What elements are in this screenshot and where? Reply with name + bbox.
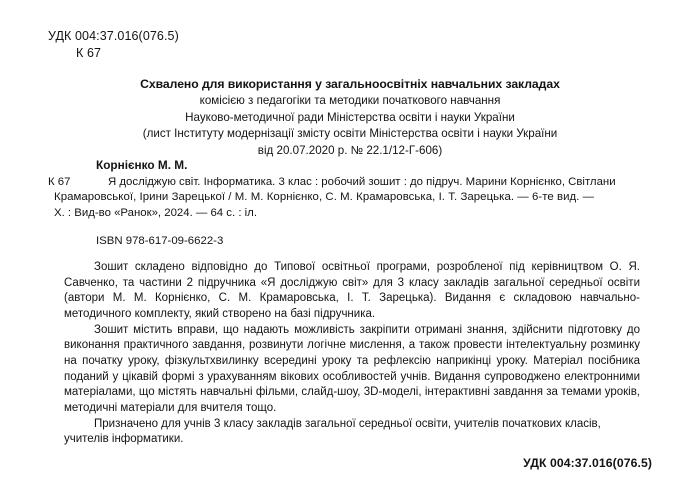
record-body: [48, 175, 652, 222]
record-shelf-mark: К 67: [48, 175, 71, 188]
record-description-line-2: Крамаровської, Ірини Зарецької / М. М. Корнієнко, С. М. Крамаровська, І. Т. Зарецька. — 6-те вид. —: [54, 191, 595, 204]
record-description-line-3: Х. : Вид-во «Ранок», 2024. — 64 с. : іл.: [54, 206, 257, 219]
bibliographic-record: [48, 158, 652, 221]
approval-line-4: (лист Інституту модернізації змісту освіти Міністерства освіти і науки України: [142, 127, 558, 141]
udc-classification-top: УДК 004:37.016(076.5): [48, 29, 179, 43]
isbn: ISBN 978-617-09-6622-3: [96, 235, 224, 247]
annotation-paragraph-3: Призначено для учнів 3 класу закладів загальної середньої освіти, учителів початкових класів, учителів інформатики.: [64, 417, 601, 446]
udc-classification-bottom: УДК 004:37.016(076.5): [523, 456, 652, 470]
shelf-mark-top: К 67: [76, 46, 102, 60]
record-author: Корнієнко М. М.: [96, 158, 188, 172]
approval-heading: Схвалено для використання у загальноосвітніх навчальних закладах: [140, 77, 560, 91]
approval-line-5: від 20.07.2020 р. № 22.1/12-Г-606): [257, 143, 443, 157]
annotation-paragraph-2: Зошит містить вправи, що надають можливість закріпити отримані знання, здійснити підготовку до виконання практичного завдання, розвинути логічне мислення, а також провести інтелектуальну розминку на початку уроку, фізкультхвилинку всередині уроку та рефлексію наприкінці уроку. Матеріал посібника поданий у цікавій формі з урахуванням вікових особливостей учнів. Видання супроводжено електронними матеріалами, що містять навчальні фільми, слайд-шоу, 3D-моделі, інтерактивні завдання за темами уроків, методичні матеріали для вчителя тощо.: [64, 323, 640, 414]
approval-block: [50, 76, 650, 159]
annotation-paragraph-1: Зошит складено відповідно до Типової освітньої програми, розробленої під керівництвом О. Я. Савченко, та частини 2 підручника «Я досліджую світ» для 3 класу закладів загальної середньої освіти (автори М. М. Корнієнко, С. М. Крамаровська, І. Т. Зарецька). Видання є складовою навчально-методичного комплекту, який створено на базі підручника.: [64, 261, 640, 320]
udc-top-block: [48, 28, 179, 62]
annotation-block: [64, 260, 640, 448]
approval-line-2: комісією з педагогіки та методики початкового навчання: [199, 94, 501, 108]
approval-line-3: Науково-методичної ради Міністерства освіти і науки України: [185, 110, 515, 124]
record-description-line-1: Я досліджую світ. Інформатика. 3 клас : робочий зошит : до підруч. Марини Корнієнко, Світлани: [108, 175, 616, 188]
